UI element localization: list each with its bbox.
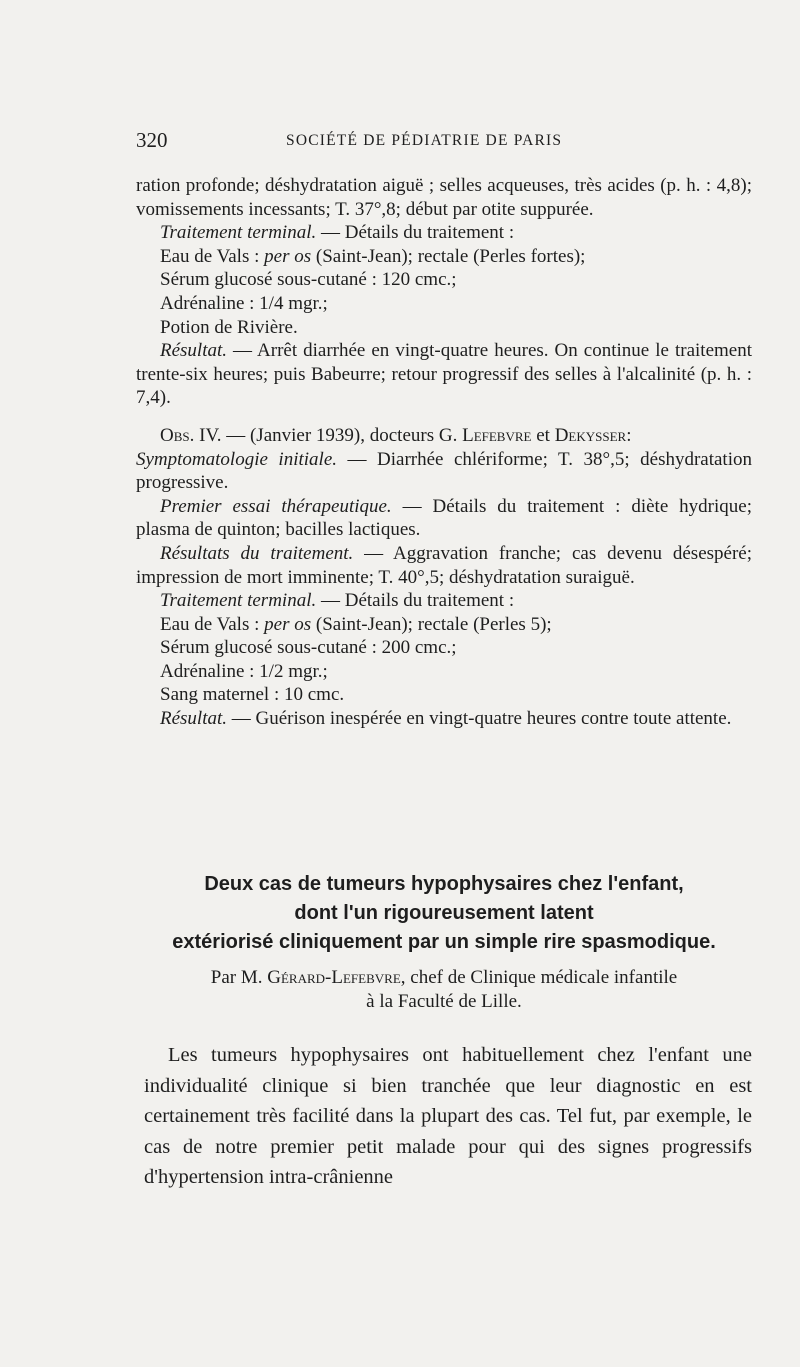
article-author bbox=[136, 966, 752, 1014]
case4-line1-b: (Saint-Jean); rectale (Perles 5); bbox=[311, 613, 552, 635]
case4-result-label: Résultat. bbox=[160, 708, 228, 730]
case4-line2: Sérum glucosé sous-cutané : 200 cmc.; bbox=[160, 637, 457, 659]
case3-line1-b: (Saint-Jean); rectale (Perles fortes); bbox=[311, 245, 586, 267]
case4-results bbox=[136, 542, 752, 589]
case3-result-label: Résultat. bbox=[160, 340, 228, 362]
case4-terminal-text: — Détails du traitement : bbox=[316, 590, 515, 612]
case4-line1-a: Eau de Vals : bbox=[160, 613, 265, 635]
case4-first-label: Premier essai thérapeutique. bbox=[160, 495, 392, 517]
case4-first bbox=[136, 495, 752, 542]
case3-line1 bbox=[136, 245, 752, 269]
doctor-lefebvre: Lefebvre bbox=[462, 424, 532, 446]
case3-line1-italic: per os bbox=[264, 245, 312, 267]
case3-terminal bbox=[136, 221, 752, 245]
obs-label: Obs bbox=[160, 424, 190, 446]
case4-result-text: — Guérison inespérée en vingt-quatre heures contre toute attente. bbox=[227, 708, 732, 730]
case4-line1-italic: per os bbox=[264, 613, 312, 635]
case4-symptom-label: Symptomatologie initiale. bbox=[136, 448, 338, 470]
case4-symptom-text: — Diarrhée chlériforme; T. 38°,5; déshydratation progressive. bbox=[136, 448, 752, 494]
obs-end: : bbox=[626, 424, 632, 446]
case4-terminal bbox=[136, 589, 752, 613]
case4-line3: Adrénaline : 1/2 mgr.; bbox=[160, 660, 328, 682]
case4-terminal-label: Traitement terminal. bbox=[160, 590, 317, 612]
case4-results-text: — Aggravation franche; cas devenu désespéré; impression de mort imminente; T. 40°,5; déshydratation suraiguë. bbox=[136, 542, 752, 588]
obs-and: et bbox=[531, 424, 555, 446]
case3-line3: Adrénaline : 1/4 mgr.; bbox=[160, 292, 328, 314]
case4-line1 bbox=[136, 613, 752, 637]
author-suffix: , chef de Clinique médicale infantile bbox=[400, 967, 678, 988]
page-number: 320 bbox=[136, 128, 168, 152]
title-line-2: dont l'un rigoureusement latent bbox=[294, 902, 594, 924]
author-line-2: à la Faculté de Lille. bbox=[366, 991, 522, 1012]
intro-paragraph: Les tumeurs hypophysaires ont habituellement chez l'enfant une individualité clinique si bien tranchée que leur diagnostic en est certainement très facilité dans la plupart des cas. Tel fut, par exemple, le cas de notre premier petit malade pour qui des signes progressifs d'hypertension intra-crânienne bbox=[144, 1044, 752, 1188]
case3-line2: Sérum glucosé sous-cutané : 120 cmc.; bbox=[160, 269, 457, 291]
case3-terminal-label: Traitement terminal. bbox=[160, 222, 317, 244]
case3-line1-a: Eau de Vals : bbox=[160, 245, 265, 267]
page-header bbox=[136, 128, 752, 158]
case4-result bbox=[136, 707, 752, 731]
article-intro bbox=[144, 1040, 752, 1193]
case3-result bbox=[136, 339, 752, 410]
case3-paragraph: ration profonde; déshydratation aiguë ; selles acqueuses, très acides (p. h. : 4,8); vomissements incessants; T. 37°,8; début par otite suppurée. bbox=[136, 175, 752, 220]
obs-text: . IV. — (Janvier 1939), docteurs G. bbox=[189, 424, 463, 446]
author-line-1 bbox=[136, 966, 752, 990]
case4-symptom bbox=[136, 448, 752, 495]
article-title bbox=[136, 870, 752, 957]
title-line-1: Deux cas de tumeurs hypophysaires chez l'enfant, bbox=[204, 873, 684, 895]
author-name: Gérard-Lefebvre bbox=[267, 967, 401, 988]
case4-line4: Sang maternel : 10 cmc. bbox=[160, 684, 345, 706]
running-title: SOCIÉTÉ DE PÉDIATRIE DE PARIS bbox=[286, 132, 563, 149]
case4-obs bbox=[136, 424, 752, 448]
case4-first-text: — Détails du traitement : diète hydrique; plasma de quinton; bacilles lactiques. bbox=[136, 495, 752, 541]
author-prefix: Par M. bbox=[210, 967, 268, 988]
case3-result-text: — Arrêt diarrhée en vingt-quatre heures. On continue le traitement trente-six heures; puis Babeurre; retour progressif des selles à l'alcalinité (p. h. : 7,4). bbox=[136, 340, 752, 409]
case4-results-label: Résultats du traitement. bbox=[160, 542, 354, 564]
case3-line4: Potion de Rivière. bbox=[160, 316, 298, 338]
case3-terminal-text: — Détails du traitement : bbox=[316, 222, 515, 244]
title-line-3: extériorisé cliniquement par un simple rire spasmodique. bbox=[172, 931, 716, 953]
doctor-dekysser: Dekysser bbox=[554, 424, 627, 446]
case-reports bbox=[136, 174, 752, 731]
